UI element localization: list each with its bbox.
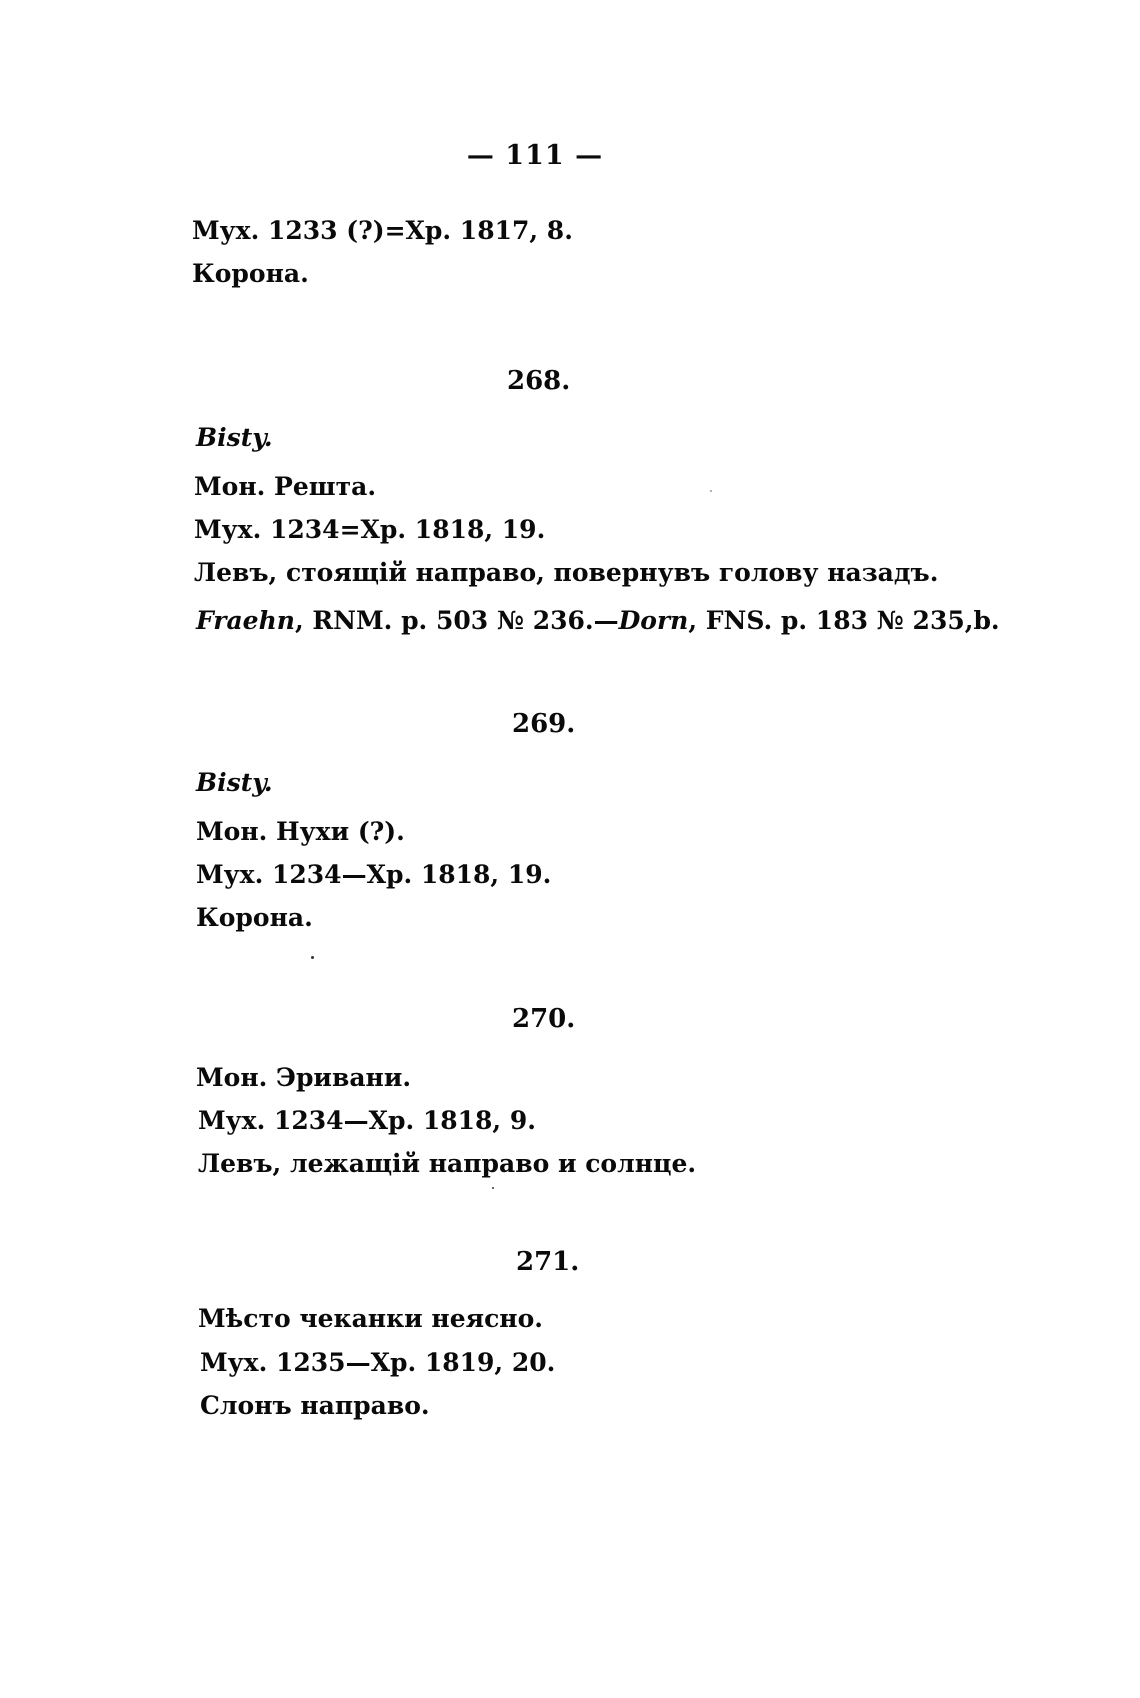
entry-270-type: Левъ, лежащій направо и солнце. [198, 1149, 697, 1178]
entry-number-269: 269. [512, 709, 576, 739]
entry-number-268: 268. [507, 366, 571, 396]
entry-number-271: 271. [516, 1247, 580, 1277]
entry-269-place: Bisty. [196, 768, 273, 797]
reference-author-fraehn: Fraehn [196, 606, 295, 635]
page-number: — 111 — [466, 140, 604, 171]
entry-268-mint: Мон. Решта. [194, 472, 377, 501]
entry-268-place: Bisty. [196, 423, 273, 452]
entry-270-mint: Мон. Эривани. [196, 1063, 412, 1092]
entry-268-type: Левъ, стоящій направо, повернувъ голову назадъ. [194, 558, 939, 587]
entry-271-date: Мух. 1235—Хр. 1819, 20. [200, 1348, 556, 1377]
scan-speck [492, 1187, 494, 1189]
continuation-date: Мух. 1233 (?)=Хр. 1817, 8. [192, 216, 573, 245]
reference-text-2: , FNS. p. 183 № 235,b. [688, 606, 1000, 635]
entry-number-270: 270. [512, 1004, 576, 1034]
scan-speck [710, 490, 712, 492]
entry-271-type: Слонъ направо. [200, 1391, 430, 1420]
scan-speck [311, 956, 314, 959]
continuation-type: Корона. [192, 259, 309, 288]
reference-text-1: , RNM. p. 503 № 236.— [294, 606, 619, 635]
entry-269-date: Мух. 1234—Хр. 1818, 19. [196, 860, 552, 889]
entry-268-date: Мух. 1234=Хр. 1818, 19. [194, 515, 546, 544]
entry-269-mint: Мон. Нухи (?). [196, 817, 405, 846]
entry-268-reference [196, 605, 1000, 637]
entry-270-date: Мух. 1234—Хр. 1818, 9. [198, 1106, 536, 1135]
reference-author-dorn: Dorn [618, 606, 689, 635]
entry-269-type: Корона. [196, 903, 313, 932]
entry-271-mint: Мѣсто чеканки неясно. [198, 1304, 543, 1333]
